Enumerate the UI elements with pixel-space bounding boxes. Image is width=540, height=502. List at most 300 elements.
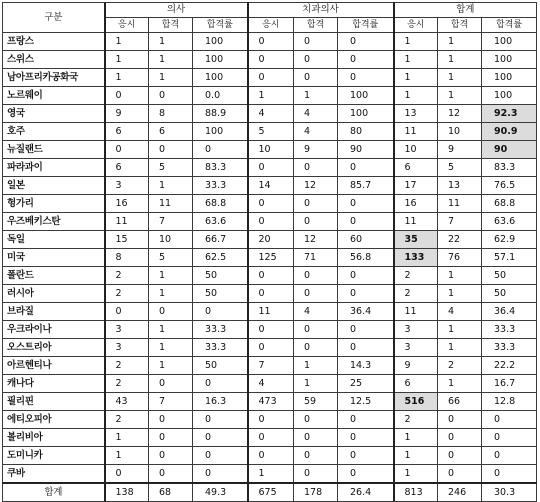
country-name: 스위스 [3,51,105,69]
doctor-passed-cell: 0 [149,447,193,465]
header-row-groups [3,3,537,18]
total-applied-cell: 2 [394,285,438,303]
doctor-rate-cell: 0 [193,411,248,429]
doctor-applied-cell: 138 [105,483,149,502]
doctor-passed-cell: 7 [149,213,193,231]
header-sub-rate: 합격률 [482,18,537,33]
doctor-rate-cell: 68.8 [193,195,248,213]
dentist-applied-cell: 0 [248,411,294,429]
dentist-passed-cell: 12 [294,177,338,195]
total-passed-cell: 4 [438,303,482,321]
table-row [3,213,537,231]
table-row [3,141,537,159]
total-passed-cell: 2 [438,357,482,375]
doctor-passed-cell: 0 [149,141,193,159]
total-passed-cell: 7 [438,213,482,231]
dentist-passed-cell: 0 [294,51,338,69]
dentist-rate-cell: 0 [338,195,394,213]
doctor-passed-cell: 0 [149,429,193,447]
dentist-passed-cell: 1 [294,375,338,393]
total-label: 합계 [3,483,105,502]
table-row [3,375,537,393]
table-row [3,303,537,321]
doctor-rate-cell: 50 [193,357,248,375]
table-body [3,33,537,502]
doctor-passed-cell: 1 [149,51,193,69]
dentist-passed-cell: 59 [294,393,338,411]
table-row [3,447,537,465]
total-applied-cell: 35 [394,231,438,249]
doctor-rate-cell: 50 [193,285,248,303]
doctor-applied-cell: 1 [105,69,149,87]
header-sub-applied: 응시 [248,18,294,33]
doctor-applied-cell: 9 [105,105,149,123]
dentist-applied-cell: 1 [248,87,294,105]
dentist-applied-cell: 4 [248,105,294,123]
dentist-rate-cell: 80 [338,123,394,141]
total-passed-cell: 0 [438,429,482,447]
dentist-rate-cell: 0 [338,321,394,339]
total-applied-cell: 6 [394,159,438,177]
country-name: 러시아 [3,285,105,303]
total-passed-cell: 1 [438,267,482,285]
table-row [3,321,537,339]
doctor-rate-cell: 63.6 [193,213,248,231]
total-passed-cell: 1 [438,87,482,105]
table-row [3,51,537,69]
doctor-applied-cell: 3 [105,339,149,357]
country-name: 필리핀 [3,393,105,411]
dentist-rate-cell: 12.5 [338,393,394,411]
doctor-applied-cell: 1 [105,447,149,465]
doctor-rate-cell: 0 [193,375,248,393]
doctor-applied-cell: 0 [105,303,149,321]
total-passed-cell: 0 [438,465,482,484]
total-passed-cell: 1 [438,321,482,339]
dentist-rate-cell: 0 [338,465,394,484]
dentist-rate-cell: 0 [338,69,394,87]
doctor-applied-cell: 2 [105,285,149,303]
doctor-passed-cell: 1 [149,339,193,357]
dentist-passed-cell: 0 [294,33,338,51]
total-rate-cell: 33.3 [482,339,537,357]
dentist-applied-cell: 0 [248,321,294,339]
total-rate-cell: 57.1 [482,249,537,267]
doctor-passed-cell: 5 [149,159,193,177]
doctor-rate-cell: 100 [193,33,248,51]
total-passed-cell: 246 [438,483,482,502]
total-passed-cell: 11 [438,195,482,213]
total-passed-cell: 76 [438,249,482,267]
doctor-passed-cell: 10 [149,231,193,249]
dentist-passed-cell: 4 [294,105,338,123]
total-passed-cell: 22 [438,231,482,249]
dentist-rate-cell: 60 [338,231,394,249]
total-applied-cell: 1 [394,33,438,51]
doctor-rate-cell: 0 [193,465,248,484]
doctor-applied-cell: 15 [105,231,149,249]
doctor-rate-cell: 88.9 [193,105,248,123]
doctor-rate-cell: 0.0 [193,87,248,105]
country-name: 브라질 [3,303,105,321]
doctor-applied-cell: 1 [105,429,149,447]
country-name: 남아프리카공화국 [3,69,105,87]
total-applied-cell: 2 [394,267,438,285]
dentist-rate-cell: 0 [338,339,394,357]
dentist-applied-cell: 0 [248,429,294,447]
doctor-applied-cell: 6 [105,123,149,141]
total-rate-cell: 0 [482,411,537,429]
table-row [3,123,537,141]
dentist-passed-cell: 0 [294,69,338,87]
total-rate-cell: 36.4 [482,303,537,321]
dentist-applied-cell: 11 [248,303,294,321]
doctor-rate-cell: 100 [193,123,248,141]
dentist-rate-cell: 36.4 [338,303,394,321]
total-rate-cell: 50 [482,267,537,285]
doctor-rate-cell: 33.3 [193,321,248,339]
dentist-passed-cell: 4 [294,123,338,141]
country-name: 쿠바 [3,465,105,484]
country-name: 파라과이 [3,159,105,177]
doctor-rate-cell: 83.3 [193,159,248,177]
total-rate-cell: 100 [482,33,537,51]
doctor-passed-cell: 1 [149,69,193,87]
country-name: 호주 [3,123,105,141]
table-row [3,105,537,123]
dentist-applied-cell: 5 [248,123,294,141]
total-passed-cell: 5 [438,159,482,177]
total-passed-cell: 12 [438,105,482,123]
country-name: 헝가리 [3,195,105,213]
doctor-rate-cell: 33.3 [193,177,248,195]
total-applied-cell: 1 [394,447,438,465]
doctor-rate-cell: 62.5 [193,249,248,267]
dentist-applied-cell: 0 [248,33,294,51]
total-applied-cell: 9 [394,357,438,375]
doctor-passed-cell: 0 [149,465,193,484]
dentist-rate-cell: 56.8 [338,249,394,267]
header-sub-rate: 합격률 [193,18,248,33]
country-name: 아르헨티나 [3,357,105,375]
table-row [3,411,537,429]
total-row [3,483,537,502]
dentist-rate-cell: 0 [338,411,394,429]
doctor-rate-cell: 0 [193,303,248,321]
table-row [3,285,537,303]
total-rate-cell: 100 [482,87,537,105]
dentist-applied-cell: 0 [248,195,294,213]
total-rate-cell: 0 [482,465,537,484]
total-applied-cell: 1 [394,69,438,87]
total-rate-cell: 0 [482,429,537,447]
dentist-applied-cell: 20 [248,231,294,249]
total-rate-cell: 63.6 [482,213,537,231]
doctor-rate-cell: 50 [193,267,248,285]
dentist-rate-cell: 100 [338,105,394,123]
dentist-rate-cell: 100 [338,87,394,105]
country-name: 노르웨이 [3,87,105,105]
dentist-passed-cell: 0 [294,339,338,357]
dentist-applied-cell: 10 [248,141,294,159]
total-rate-cell: 90.9 [482,123,537,141]
dentist-applied-cell: 0 [248,447,294,465]
dentist-applied-cell: 675 [248,483,294,502]
doctor-rate-cell: 0 [193,447,248,465]
doctor-applied-cell: 0 [105,141,149,159]
dentist-passed-cell: 9 [294,141,338,159]
dentist-rate-cell: 90 [338,141,394,159]
dentist-passed-cell: 4 [294,303,338,321]
dentist-rate-cell: 85.7 [338,177,394,195]
header-group-dentist: 치과의사 [248,3,394,18]
dentist-passed-cell: 0 [294,195,338,213]
table-row [3,195,537,213]
dentist-applied-cell: 125 [248,249,294,267]
dentist-applied-cell: 1 [248,465,294,484]
doctor-passed-cell: 1 [149,267,193,285]
total-rate-cell: 100 [482,69,537,87]
doctor-applied-cell: 3 [105,177,149,195]
dentist-applied-cell: 7 [248,357,294,375]
doctor-passed-cell: 11 [149,195,193,213]
dentist-passed-cell: 0 [294,285,338,303]
table-row [3,249,537,267]
doctor-applied-cell: 1 [105,33,149,51]
table-row [3,339,537,357]
country-name: 미국 [3,249,105,267]
dentist-applied-cell: 473 [248,393,294,411]
total-rate-cell: 68.8 [482,195,537,213]
doctor-rate-cell: 100 [193,51,248,69]
total-passed-cell: 10 [438,123,482,141]
dentist-rate-cell: 0 [338,447,394,465]
total-applied-cell: 16 [394,195,438,213]
total-rate-cell: 83.3 [482,159,537,177]
table-row [3,33,537,51]
total-applied-cell: 516 [394,393,438,411]
header-sub-passed: 합격 [149,18,193,33]
dentist-applied-cell: 0 [248,267,294,285]
total-passed-cell: 1 [438,51,482,69]
dentist-applied-cell: 0 [248,339,294,357]
dentist-passed-cell: 0 [294,213,338,231]
doctor-applied-cell: 16 [105,195,149,213]
doctor-passed-cell: 1 [149,33,193,51]
total-applied-cell: 11 [394,213,438,231]
doctor-passed-cell: 1 [149,321,193,339]
dentist-rate-cell: 0 [338,33,394,51]
dentist-rate-cell: 0 [338,51,394,69]
total-applied-cell: 1 [394,465,438,484]
header-sub-rate: 합격률 [338,18,394,33]
dentist-passed-cell: 0 [294,447,338,465]
table-row [3,393,537,411]
dentist-rate-cell: 0 [338,267,394,285]
country-name: 도미니카 [3,447,105,465]
country-name: 뉴질랜드 [3,141,105,159]
country-name: 일본 [3,177,105,195]
doctor-passed-cell: 68 [149,483,193,502]
country-name: 독일 [3,231,105,249]
header-sub-passed: 합격 [294,18,338,33]
header-group-total: 합계 [394,3,537,18]
total-passed-cell: 9 [438,141,482,159]
doctor-applied-cell: 43 [105,393,149,411]
country-name: 우크라이나 [3,321,105,339]
doctor-applied-cell: 6 [105,159,149,177]
dentist-rate-cell: 0 [338,213,394,231]
doctor-applied-cell: 2 [105,411,149,429]
doctor-rate-cell: 16.3 [193,393,248,411]
doctor-applied-cell: 0 [105,465,149,484]
doctor-applied-cell: 2 [105,357,149,375]
dentist-passed-cell: 0 [294,267,338,285]
dentist-rate-cell: 26.4 [338,483,394,502]
doctor-passed-cell: 1 [149,285,193,303]
doctor-passed-cell: 5 [149,249,193,267]
dentist-passed-cell: 178 [294,483,338,502]
doctor-applied-cell: 11 [105,213,149,231]
total-applied-cell: 1 [394,87,438,105]
doctor-passed-cell: 1 [149,177,193,195]
country-name: 에티오피아 [3,411,105,429]
doctor-applied-cell: 2 [105,375,149,393]
total-rate-cell: 76.5 [482,177,537,195]
dentist-rate-cell: 14.3 [338,357,394,375]
doctor-passed-cell: 7 [149,393,193,411]
doctor-applied-cell: 3 [105,321,149,339]
dentist-passed-cell: 0 [294,411,338,429]
dentist-applied-cell: 0 [248,159,294,177]
total-rate-cell: 12.8 [482,393,537,411]
total-passed-cell: 0 [438,411,482,429]
exam-results-table [2,2,537,502]
dentist-passed-cell: 1 [294,87,338,105]
total-rate-cell: 50 [482,285,537,303]
doctor-rate-cell: 66.7 [193,231,248,249]
total-applied-cell: 13 [394,105,438,123]
total-rate-cell: 62.9 [482,231,537,249]
total-rate-cell: 0 [482,447,537,465]
total-applied-cell: 6 [394,375,438,393]
dentist-rate-cell: 0 [338,159,394,177]
total-passed-cell: 1 [438,285,482,303]
total-passed-cell: 1 [438,375,482,393]
total-applied-cell: 133 [394,249,438,267]
doctor-passed-cell: 8 [149,105,193,123]
header-sub-applied: 응시 [394,18,438,33]
header-group-doctor: 의사 [105,3,248,18]
total-applied-cell: 2 [394,411,438,429]
total-passed-cell: 1 [438,339,482,357]
doctor-rate-cell: 49.3 [193,483,248,502]
total-rate-cell: 33.3 [482,321,537,339]
total-rate-cell: 22.2 [482,357,537,375]
country-name: 캐나다 [3,375,105,393]
table-row [3,159,537,177]
total-applied-cell: 3 [394,339,438,357]
total-passed-cell: 0 [438,447,482,465]
total-rate-cell: 100 [482,51,537,69]
total-rate-cell: 30.3 [482,483,537,502]
dentist-passed-cell: 0 [294,159,338,177]
doctor-passed-cell: 0 [149,303,193,321]
total-applied-cell: 17 [394,177,438,195]
dentist-applied-cell: 0 [248,213,294,231]
total-passed-cell: 13 [438,177,482,195]
dentist-applied-cell: 0 [248,51,294,69]
doctor-rate-cell: 33.3 [193,339,248,357]
doctor-rate-cell: 100 [193,69,248,87]
header-sub-passed: 합격 [438,18,482,33]
country-name: 오스트리아 [3,339,105,357]
doctor-passed-cell: 0 [149,411,193,429]
table-row [3,465,537,484]
dentist-applied-cell: 0 [248,285,294,303]
total-applied-cell: 813 [394,483,438,502]
table-row [3,177,537,195]
doctor-applied-cell: 2 [105,267,149,285]
dentist-passed-cell: 1 [294,357,338,375]
total-applied-cell: 3 [394,321,438,339]
table-row [3,267,537,285]
total-passed-cell: 66 [438,393,482,411]
country-name: 폴란드 [3,267,105,285]
total-rate-cell: 92.3 [482,105,537,123]
doctor-passed-cell: 6 [149,123,193,141]
total-applied-cell: 10 [394,141,438,159]
dentist-passed-cell: 12 [294,231,338,249]
country-name: 우즈베키스탄 [3,213,105,231]
dentist-applied-cell: 14 [248,177,294,195]
doctor-applied-cell: 8 [105,249,149,267]
total-rate-cell: 16.7 [482,375,537,393]
doctor-passed-cell: 0 [149,375,193,393]
dentist-passed-cell: 0 [294,465,338,484]
header-category: 구분 [3,3,105,33]
doctor-passed-cell: 0 [149,87,193,105]
dentist-applied-cell: 0 [248,69,294,87]
total-applied-cell: 11 [394,303,438,321]
dentist-applied-cell: 4 [248,375,294,393]
table-row [3,429,537,447]
table-row [3,357,537,375]
country-name: 볼리비아 [3,429,105,447]
header-sub-applied: 응시 [105,18,149,33]
dentist-passed-cell: 0 [294,321,338,339]
dentist-rate-cell: 0 [338,285,394,303]
total-applied-cell: 1 [394,429,438,447]
doctor-rate-cell: 0 [193,141,248,159]
dentist-passed-cell: 71 [294,249,338,267]
country-name: 프랑스 [3,33,105,51]
table-row [3,87,537,105]
table-row [3,69,537,87]
dentist-rate-cell: 25 [338,375,394,393]
total-rate-cell: 90 [482,141,537,159]
doctor-passed-cell: 1 [149,357,193,375]
table-row [3,231,537,249]
total-passed-cell: 1 [438,69,482,87]
total-applied-cell: 1 [394,51,438,69]
doctor-rate-cell: 0 [193,429,248,447]
total-applied-cell: 11 [394,123,438,141]
doctor-applied-cell: 1 [105,51,149,69]
total-passed-cell: 1 [438,33,482,51]
doctor-applied-cell: 0 [105,87,149,105]
dentist-rate-cell: 0 [338,429,394,447]
